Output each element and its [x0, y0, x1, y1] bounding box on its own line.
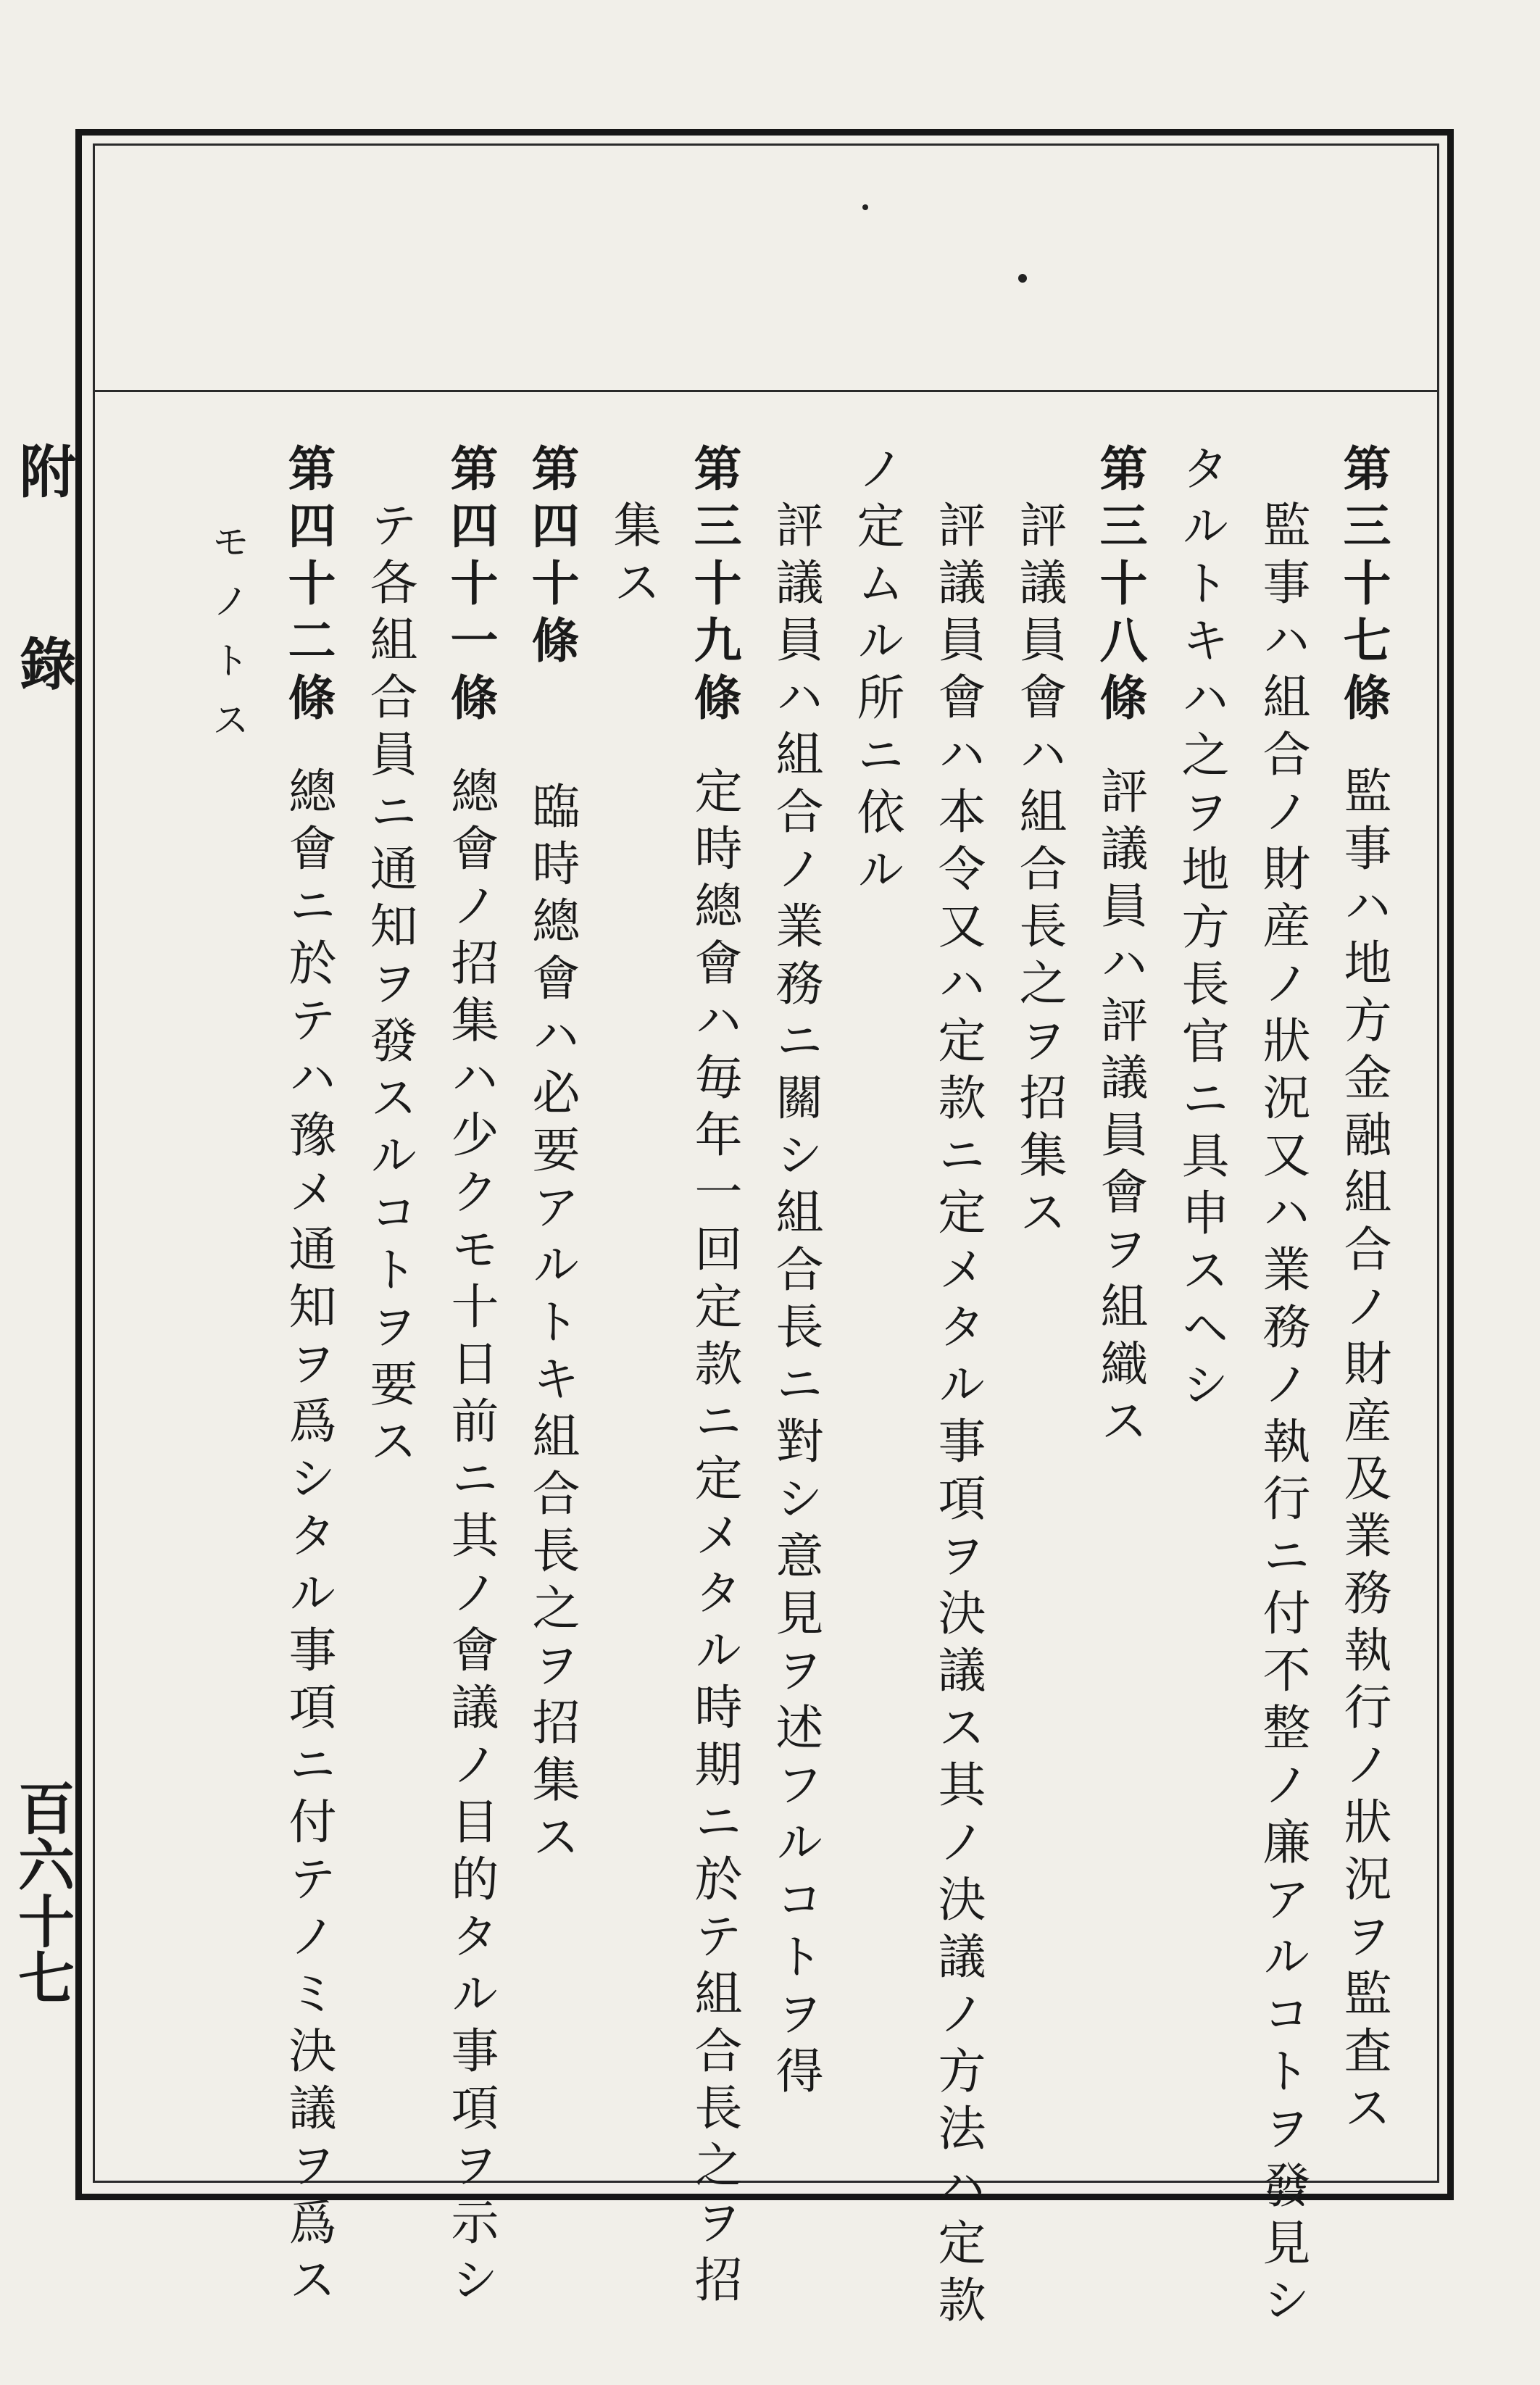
column-text: 評議員會ハ本令又ハ定款ニ定メタル事項ヲ決議ス其ノ決議ノ方法ハ定款: [930, 500, 986, 2332]
text-column: [1323, 444, 1404, 2168]
text-column: [1079, 444, 1160, 2168]
article-number: 第三十九條: [686, 444, 742, 730]
column-text: 定時總會ハ毎年一回定款ニ定メタル時期ニ於テ組合長之ヲ招: [686, 766, 742, 2312]
text-column: [754, 444, 836, 2168]
column-text: 評議員ハ組合ノ業務ニ關シ組合長ニ對シ意見ヲ述フルコトヲ得: [767, 500, 823, 2103]
article-number: 第四十二條: [280, 444, 336, 730]
text-column: [673, 444, 754, 2312]
text-column: [998, 444, 1079, 2168]
column-text: 集ス: [605, 500, 661, 615]
text-column: [592, 444, 673, 2168]
text-column: [917, 444, 998, 2332]
print-speck: [862, 204, 868, 210]
section-label: 附 錄: [10, 442, 76, 749]
column-text: 總會ノ招集ハ少クモ十日前ニ其ノ會議ノ目的タル事項ヲ示シ: [443, 766, 499, 2312]
text-column: [1241, 444, 1323, 2332]
column-text: 評議員ハ評議員會ヲ組織ス: [1092, 766, 1148, 1453]
article-text: [121, 444, 1404, 2332]
column-text: 監事ハ組合ノ財産ノ狀況又ハ業務ノ執行ニ付不整ノ廉アルコトヲ發見シ: [1254, 500, 1310, 2332]
text-column: [267, 444, 349, 2312]
column-text: 評議員會ハ組合長之ヲ招集ス: [1011, 500, 1067, 1244]
article-number: 第四十條: [523, 444, 580, 673]
column-text: テ各組合員ニ通知ヲ發スルコトヲ要ス: [362, 500, 417, 1473]
text-column: [1160, 444, 1241, 2168]
article-number: 第三十八條: [1091, 444, 1148, 730]
page-number: 百六十七: [9, 1779, 75, 2005]
print-speck: [1018, 274, 1027, 283]
column-text: 總會ニ於テハ豫メ通知ヲ爲シタル事項ニ付テノミ決議ヲ爲ス: [280, 766, 336, 2312]
article-number: 第三十七條: [1335, 444, 1391, 730]
column-text: タルトキハ之ヲ地方長官ニ具申スヘシ: [1173, 444, 1229, 1417]
text-column: [430, 444, 511, 2312]
text-column: [836, 444, 917, 2168]
text-column: [186, 444, 267, 2168]
text-column: [349, 444, 430, 2168]
header-rule: [95, 390, 1437, 392]
column-text: ノ定ムル所ニ依ル: [849, 444, 904, 902]
text-column: [511, 444, 592, 2168]
column-text: 臨時總會ハ必要アルトキ組合長之ヲ招集ス: [524, 781, 580, 1869]
column-text: モノトス: [205, 522, 249, 759]
column-text: 監事ハ地方金融組合ノ財産及業務執行ノ狀況ヲ監査ス: [1336, 766, 1391, 2140]
article-number: 第四十一條: [442, 444, 499, 730]
